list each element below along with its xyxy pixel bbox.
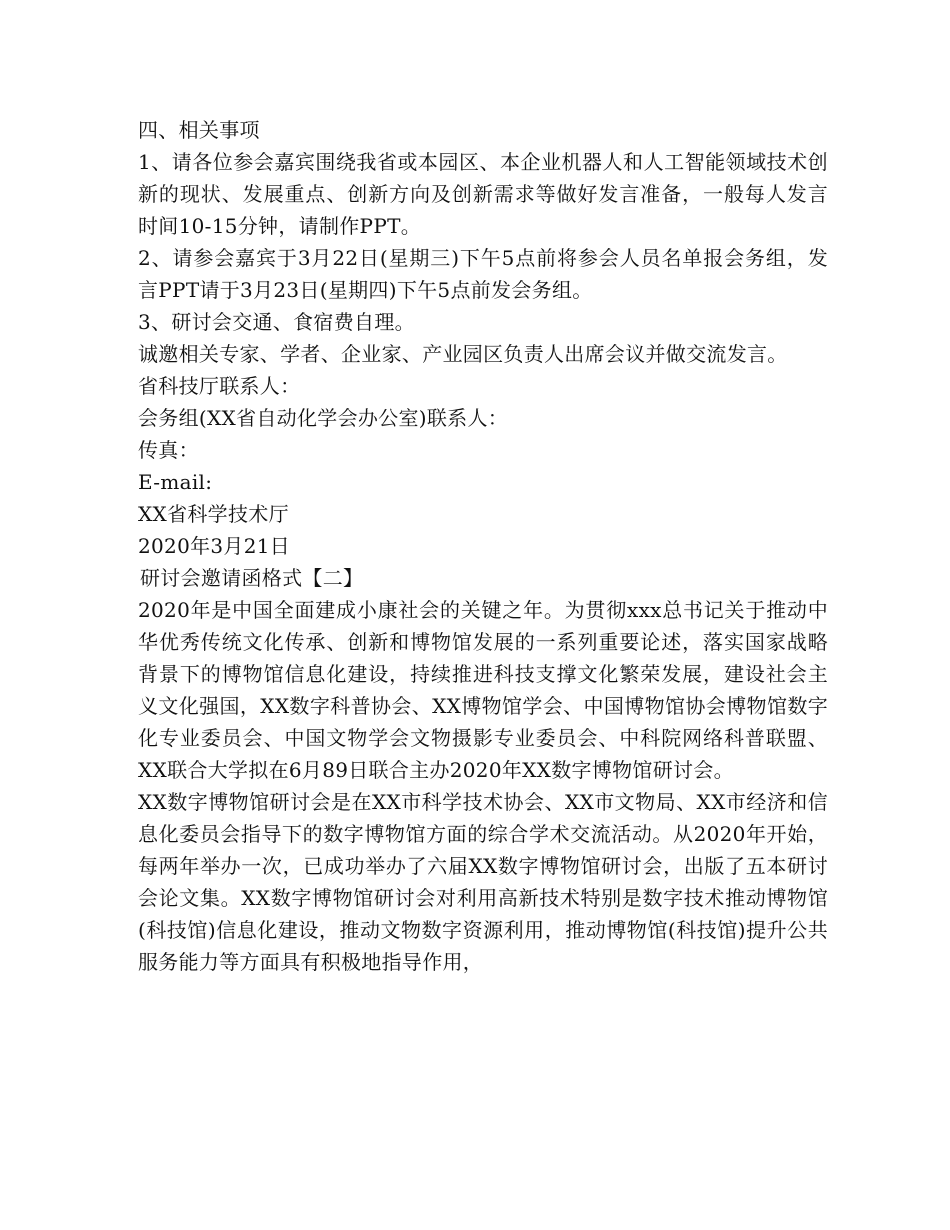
sub-heading: 研讨会邀请函格式【二】	[140, 566, 364, 590]
signature-org: XX省科学技术厅	[138, 502, 289, 526]
body-paragraph-1: 2020年是中国全面建成小康社会的关键之年。为贯彻xxx总书记关于推动中华优秀传统文化传承、创新和博物馆发展的一系列重要论述，落实国家战略背景下的博物馆信息化建设，持续推进科技支撑文化繁荣发展，建设社会主义文化强国，XX数字科普协会、XX博物馆学会、中国博物馆协会博物馆数字化专业委员会、中国文物学会文物摄影专业委员会、中科院网络科普联盟、XX联合大学拟在6月89日联合主办2020年XX数字博物馆研讨会。	[138, 598, 828, 782]
body-paragraph-2: XX数字博物馆研讨会是在XX市科学技术协会、XX市文物局、XX市经济和信息化委员会指导下的数字博物馆方面的综合学术交流活动。从2020年开始，每两年举办一次，已成功举办了六届XX数字博物馆研讨会，出版了五本研讨会论文集。XX数字博物馆研讨会对利用高新技术特别是数字技术推动博物馆(科技馆)信息化建设，推动文物数字资源利用，推动博物馆(科技馆)提升公共服务能力等方面具有积极地指导作用，	[138, 790, 828, 974]
email-line: E-mail:	[138, 470, 213, 494]
list-item-1: 1、请各位参会嘉宾围绕我省或本园区、本企业机器人和人工智能领域技术创新的现状、发展重点、创新方向及创新需求等做好发言准备，一般每人发言时间10-15分钟，请制作PPT。	[138, 150, 828, 238]
list-item-3: 3、研讨会交通、食宿费自理。	[138, 310, 415, 334]
invitation-line: 诚邀相关专家、学者、企业家、产业园区负责人出席会议并做交流发言。	[138, 342, 788, 366]
fax-line: 传真：	[138, 438, 199, 462]
signature-date: 2020年3月21日	[138, 534, 291, 558]
section-heading: 四、相关事项	[138, 118, 260, 142]
list-item-2: 2、请参会嘉宾于3月22日(星期三)下午5点前将参会人员名单报会务组，发言PPT请于3月23日(星期四)下午5点前发会务组。	[138, 246, 828, 302]
document-body	[138, 114, 828, 978]
contact-dept-line: 省科技厅联系人：	[138, 374, 301, 398]
contact-office-line: 会务组(XX省自动化学会办公室)联系人：	[138, 406, 509, 430]
